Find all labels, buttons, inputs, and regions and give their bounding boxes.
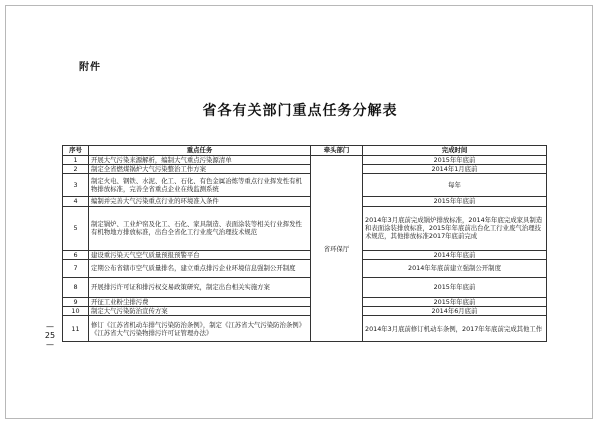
row-task: 开征工业粉尘排污费 xyxy=(89,297,311,306)
table-row xyxy=(63,250,547,259)
table-row xyxy=(63,206,547,250)
row-index: 2 xyxy=(63,165,89,174)
row-task: 开展排污许可证和排污权交易政策研究，制定出台相关实施方案 xyxy=(89,277,311,297)
table-row xyxy=(63,307,547,316)
page-number xyxy=(44,322,56,349)
page-number-dash-top: — xyxy=(46,322,54,331)
table-row xyxy=(63,156,547,165)
row-deadline: 2014年1月底前 xyxy=(363,165,547,174)
table-row xyxy=(63,165,547,174)
row-task: 开展大气污染来源解析，编制大气重点污染源清单 xyxy=(89,156,311,165)
row-deadline: 2015年年底前 xyxy=(363,277,547,297)
row-deadline: 2014年年底前建立强制公开制度 xyxy=(363,259,547,277)
row-task: 制定大气污染防治宣传方案 xyxy=(89,307,311,316)
document-title: 省各有关部门重点任务分解表 xyxy=(202,103,398,119)
header-department: 牵头部门 xyxy=(311,146,363,156)
row-index: 6 xyxy=(63,250,89,259)
row-index: 8 xyxy=(63,277,89,297)
page-number-dash-bottom: — xyxy=(46,340,54,349)
page-number-value: 25 xyxy=(44,331,56,340)
header-index: 序号 xyxy=(63,146,89,156)
row-index: 1 xyxy=(63,156,89,165)
row-task: 定期公布省辖市空气质量排名，建立重点排污企业环境信息强制公开制度 xyxy=(89,259,311,277)
row-index: 5 xyxy=(63,206,89,250)
row-task: 建设重污染天气空气质量预报预警平台 xyxy=(89,250,311,259)
row-task: 制定全省燃煤锅炉大气污染整治工作方案 xyxy=(89,165,311,174)
row-index: 3 xyxy=(63,174,89,197)
row-index: 4 xyxy=(63,197,89,206)
row-deadline: 2014年3月底前修订机动车条例，2017年年底前完成其他工作 xyxy=(363,316,547,342)
row-index: 7 xyxy=(63,259,89,277)
table-row xyxy=(63,259,547,277)
header-deadline: 完成时间 xyxy=(363,146,547,156)
table-header-row xyxy=(63,146,547,156)
department-cell: 省环保厅 xyxy=(311,156,363,342)
table-row xyxy=(63,277,547,297)
row-deadline: 2014年3月底前完成锅炉排放标准，2014年年底完成家具制造和表面涂装排放标准，2015年年底前出台化工行业废气治理技术规范，其他排放标准2017年底前完成 xyxy=(363,206,547,250)
table-row xyxy=(63,197,547,206)
row-deadline: 2014年6月底前 xyxy=(363,307,547,316)
table-row xyxy=(63,174,547,197)
row-deadline: 2015年年底前 xyxy=(363,297,547,306)
attachment-label: 附件 xyxy=(79,62,101,73)
row-task: 修订《江苏省机动车排气污染防治条例》，制定《江苏省大气污染防治条例》《江苏省大气污染物排污许可证管理办法》 xyxy=(89,316,311,342)
row-deadline: 2015年年底前 xyxy=(363,156,547,165)
row-deadline: 每年 xyxy=(363,174,547,197)
header-task: 重点任务 xyxy=(89,146,311,156)
row-task: 制定锅炉、工业炉窑及化工、石化、家具制造、表面涂装等相关行业挥发性有机物地方排放标准，出台全省化工行业废气治理技术规范 xyxy=(89,206,311,250)
row-task: 编制并完善大气污染重点行业的环境准入条件 xyxy=(89,197,311,206)
row-task: 制定火电、钢铁、水泥、化工、石化、有色金属冶炼等重点行业挥发性有机物排放标准，完善全省重点企业在线监测系统 xyxy=(89,174,311,197)
row-deadline: 2015年年底前 xyxy=(363,197,547,206)
task-table xyxy=(62,145,547,342)
table-row xyxy=(63,316,547,342)
row-index: 9 xyxy=(63,297,89,306)
row-index: 11 xyxy=(63,316,89,342)
row-index: 10 xyxy=(63,307,89,316)
row-deadline: 2014年年底前 xyxy=(363,250,547,259)
table-row xyxy=(63,297,547,306)
